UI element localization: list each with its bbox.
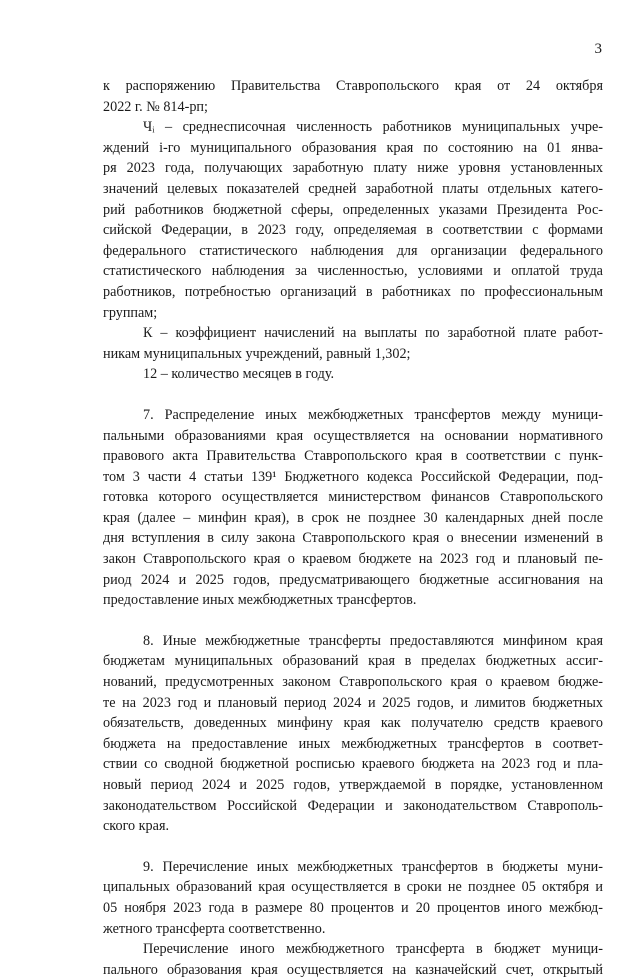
text-line: жетного трансферта соответственно. [103, 920, 326, 937]
text-line: правового акта Правительства Ставропольского края в соответствии с пунк- [103, 448, 603, 465]
text-line: федерального статистического наблюдения для организации федерального [103, 242, 603, 259]
text-line: предоставление иных межбюджетных трансфертов. [103, 592, 417, 609]
text-line: к распоряжению Правительства Ставропольского края от 24 октября [103, 78, 603, 94]
text-line: том 3 части 4 статьи 139¹ Бюджетного кодекса Российской Федерации, под- [103, 468, 603, 485]
paragraph-p-k [103, 323, 603, 364]
text-line: группам; [103, 304, 158, 321]
text-line: значений целевых показателей средней заработной платы отдельных катего- [103, 180, 603, 197]
text-line: ждений i-го муниципального образования края по состоянию на 01 янва- [103, 139, 603, 156]
text-line: статистического наблюдения за численностью, условиями и оплатой труда [103, 263, 603, 280]
text-line: 05 ноября 2023 года в размере 80 процентов и 20 процентов иного межбюд- [103, 899, 603, 916]
text-line: бюджетам муниципальных образований края в пределах бюджетных ассиг- [103, 653, 603, 670]
text-line: бюджета на предоставление иных межбюджетных трансфертов в соответ- [103, 735, 603, 752]
page-number: 3 [594, 41, 602, 57]
paragraph-p-continuation [103, 76, 603, 117]
text-line: края (далее – минфин края), в срок не позднее 30 календарных дней после [103, 509, 603, 526]
text-line: закон Ставропольского края о краевом бюджете на 2023 год и плановый пе- [103, 551, 603, 568]
text-line: ципальных образований края осуществляется в сроки не позднее 05 октября и [103, 879, 603, 896]
text-line: обязательств, доведенных минфину края как получателю средств краевого [103, 715, 603, 732]
text-line: готовка которого осуществляется министерством финансов Ставропольского [103, 489, 603, 506]
text-line: 12 – количество месяцев в году. [143, 366, 335, 383]
text-line: дня вступления в силу закона Ставропольского края о внесении изменений в [103, 530, 603, 547]
text-line: ря 2023 года, получающих заработную плату ниже уровня установленных [103, 160, 603, 177]
text-line: рий работников бюджетной сферы, определенных указами Президента Рос- [103, 201, 603, 218]
paragraph-p-8 [103, 631, 603, 837]
text-line: Чᵢ – среднесписочная численность работников муниципальных учре- [143, 119, 603, 136]
text-line: нований, предусмотренных законом Ставропольского края о краевом бюдже- [103, 674, 603, 691]
text-line: новый период 2024 и 2025 годов, утверждаемой в порядке, установленном [103, 777, 603, 793]
text-line: 8. Иные межбюджетные трансферты предоставляются минфином края [143, 632, 603, 649]
paragraph-gap [103, 837, 603, 857]
text-line: никам муниципальных учреждений, равный 1,302; [103, 345, 411, 362]
text-line: пального образования края осуществляется на казначейский счет, открытый [103, 961, 603, 978]
text-line: Перечисление иного межбюджетного трансферта в бюджет муници- [143, 941, 603, 958]
text-line: риод 2024 и 2025 годов, предусматривающего бюджетные ассигнования на [103, 571, 603, 588]
text-line: пальными образованиями края осуществляется на основании нормативного [103, 427, 603, 444]
text-line: 7. Распределение иных межбюджетных трансфертов между муници- [143, 406, 603, 423]
paragraph-gap [103, 385, 603, 405]
text-line: работников, потребностью организаций в работниках по профессиональным [103, 283, 603, 300]
text-line: законодательством Российской Федерации и законодательством Ставрополь- [103, 797, 603, 814]
paragraph-p-ch-i [103, 117, 603, 323]
paragraph-gap [103, 611, 603, 631]
text-line: 2022 г. № 814-рп; [103, 98, 208, 115]
document-body [103, 76, 603, 980]
text-line: К – коэффициент начислений на выплаты по заработной плате работ- [143, 325, 603, 342]
paragraph-p-12 [103, 364, 603, 385]
paragraph-p-9-2 [103, 939, 603, 980]
text-line: ствии со сводной бюджетной росписью краевого бюджета на 2023 год и пла- [103, 756, 603, 773]
text-line: ского края. [103, 818, 170, 835]
paragraph-p-7 [103, 405, 603, 611]
text-line: сийской Федерации, в 2023 году, определяемая в соответствии с формами [103, 222, 603, 239]
text-line: 9. Перечисление иных межбюджетных трансфертов в бюджеты муни- [143, 858, 603, 875]
text-line: те на 2023 год и плановый период 2024 и 2025 годов, и лимитов бюджетных [103, 694, 603, 711]
